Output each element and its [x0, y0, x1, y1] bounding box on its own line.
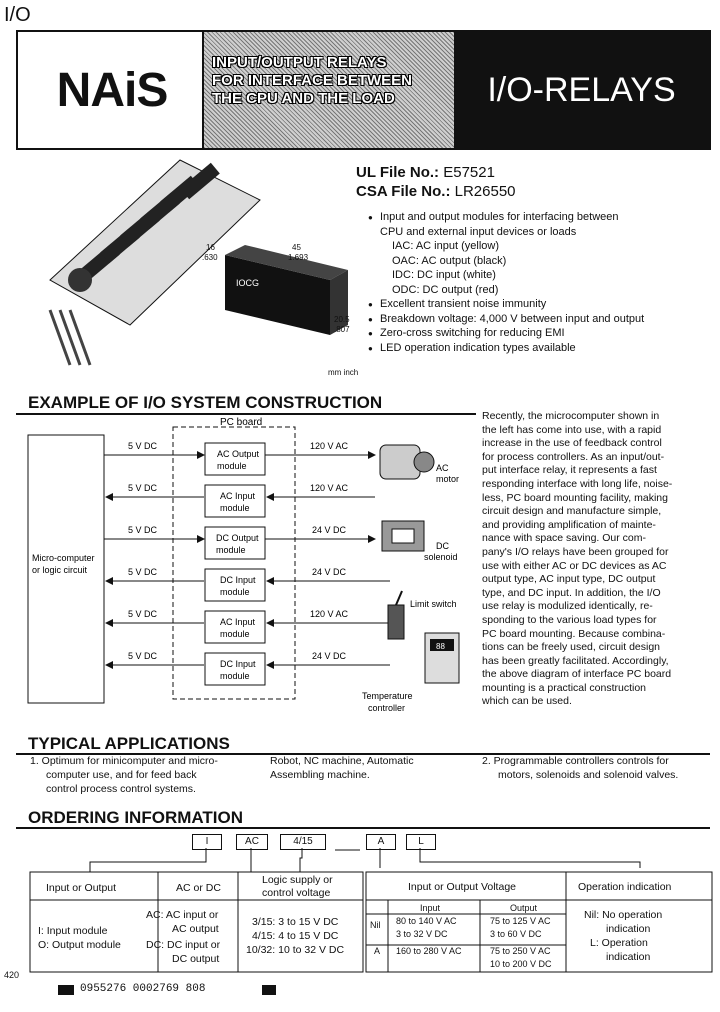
device-label: controller [368, 703, 406, 713]
indication-option: L: Operation [590, 937, 648, 949]
voltage-code: A [374, 946, 381, 956]
low-voltage: 5 V DC [128, 609, 158, 619]
csa-file: CSA File No.: LR26550 [356, 183, 516, 200]
high-voltage: 120 V AC [310, 441, 349, 451]
voltage-code: Nil [370, 920, 381, 930]
high-voltage: 24 V DC [312, 567, 347, 577]
order-code: 4/15 [280, 834, 326, 850]
table-header: AC or DC [176, 882, 221, 894]
banner-line: FOR INTERFACE BETWEEN [212, 72, 413, 89]
limit-switch-illustration [388, 591, 457, 639]
relay-module-illustration [225, 245, 348, 335]
pc-board-label: PC board [220, 417, 263, 428]
feature-item-cont: CPU and external input devices or loads [380, 225, 577, 238]
module-row [106, 651, 390, 685]
output-voltage: 3 to 60 V DC [490, 929, 542, 939]
high-voltage: 24 V DC [312, 651, 347, 661]
page-title: I/O-RELAYS [454, 32, 709, 148]
logic-option: 4/15: 4 to 15 V DC [252, 930, 339, 942]
motor-illustration [380, 445, 459, 484]
controller-display: 88 [436, 642, 445, 651]
order-code: AC [236, 834, 268, 850]
acdc-option: AC: AC input or [146, 909, 219, 921]
voltage-subheader: Input [420, 903, 441, 913]
module-label: DC Output [216, 533, 259, 543]
device-label: Temperature [362, 691, 413, 701]
applications-title: TYPICAL APPLICATIONS [28, 734, 230, 753]
module-label: DC Input [220, 575, 256, 585]
voltage-subheader: Output [510, 903, 538, 913]
micro-label: or logic circuit [32, 565, 88, 575]
module-label: module [220, 629, 250, 639]
module-label: module [220, 587, 250, 597]
ul-file: UL File No.: E57521 [356, 164, 495, 181]
table-header: Operation indication [578, 881, 672, 893]
order-code: L [406, 834, 436, 850]
page-label: I/O [4, 4, 31, 26]
logic-option: 10/32: 10 to 32 V DC [246, 944, 345, 956]
high-voltage: 120 V AC [310, 609, 349, 619]
dim-label: 16 [206, 243, 215, 252]
device-label: Limit switch [410, 599, 457, 609]
module-row [106, 567, 390, 601]
high-voltage: 120 V AC [310, 483, 349, 493]
device-label: DC [436, 541, 449, 551]
module-row [104, 441, 375, 475]
example-paragraph: Recently, the microcomputer shown in the left has come into use, with a rapid increase in the use of feedback control for process controllers. As an input/out- put interface relay, it represents a fast responding interface with long life, noise- less, PC board mounting facility, making circuit design and manufacture simple, and providing amplification of mainte- nance with space saving. Our com- pany's I/O relays have been grouped for use with either AC or DC devices as AC output type, AC input type, DC output type, and DC input. In addition, the I/O use relay is modulized identically, re- sponding to the various load types for PC board mounting. Because combina- tions can be freely used, circuit design has been greatly facilitated. Accordingly, the above diagram of interface PC board mounting is a practical construction which can be used. [482, 410, 673, 708]
module-label: module [220, 671, 250, 681]
page-number: 420 [4, 970, 20, 980]
section-rule [16, 827, 710, 829]
solenoid-illustration [382, 521, 458, 562]
low-voltage: 5 V DC [128, 483, 158, 493]
nais-logo: NAiS [56, 63, 168, 117]
dim-unit: mm inch [328, 368, 359, 377]
type-item: ODC: DC output (red) [392, 283, 499, 296]
ordering-title: ORDERING INFORMATION [28, 808, 244, 827]
input-voltage: 160 to 280 V AC [396, 946, 462, 956]
device-label: solenoid [424, 552, 458, 562]
feature-item: ● Breakdown voltage: 4,000 V between input and output [380, 312, 644, 327]
type-item: IDC: DC input (white) [392, 269, 496, 281]
application-1b: Robot, NC machine, Automatic Assembling machine. [270, 755, 414, 781]
low-voltage: 5 V DC [128, 441, 158, 451]
banner-line: THE CPU AND THE LOAD [212, 90, 395, 107]
example-title: EXAMPLE OF I/O SYSTEM CONSTRUCTION [28, 393, 383, 412]
dim-label: .807 [334, 325, 350, 334]
dim-label: 20.5 [334, 315, 350, 324]
system-diagram [0, 415, 480, 715]
feature-item: ● Input and output modules for interfacing between [380, 210, 644, 225]
module-row [106, 483, 375, 517]
module-label: AC Input [220, 491, 256, 501]
application-1: 1. Optimum for minicomputer and micro- computer use, and for feed back control process control systems. [30, 755, 218, 795]
feature-item: ● LED operation indication types available [380, 341, 644, 356]
table-header: Logic supply or [262, 874, 333, 886]
barcode-text: 0955276 0002769 808 [80, 983, 206, 995]
acdc-option: DC output [172, 953, 220, 965]
output-voltage: 75 to 250 V AC [490, 946, 551, 956]
barcode-mark [262, 985, 276, 995]
low-voltage: 5 V DC [128, 567, 158, 577]
low-voltage: 5 V DC [128, 651, 158, 661]
type-item: OAC: AC output (black) [392, 254, 507, 267]
banner-line: INPUT/OUTPUT RELAYS [212, 54, 387, 71]
module-label: DC Input [220, 659, 256, 669]
dim-label: 1.693 [288, 253, 309, 262]
device-label: AC [436, 463, 449, 473]
order-code: A [366, 834, 396, 850]
indication-option: indication [606, 951, 651, 963]
module-row [104, 525, 375, 559]
svg-text:IOCG: IOCG [236, 278, 260, 288]
logic-option: 3/15: 3 to 15 V DC [252, 916, 339, 928]
input-voltage: 80 to 140 V AC [396, 916, 457, 926]
device-label: motor [436, 474, 460, 484]
low-voltage: 5 V DC [128, 525, 158, 535]
module-label: module [220, 503, 250, 513]
feature-list [380, 210, 644, 355]
acdc-option: AC output [172, 923, 219, 935]
table-header: Input or Output Voltage [408, 881, 516, 893]
table-header: Input or Output [46, 882, 117, 894]
acdc-option: DC: DC input or [146, 939, 221, 951]
module-label: AC Input [220, 617, 256, 627]
indication-option: Nil: No operation [584, 909, 663, 921]
temperature-controller-illustration [362, 633, 459, 713]
feature-item: ● Zero-cross switching for reducing EMI [380, 326, 644, 341]
module-label: module [216, 545, 246, 555]
module-label: module [217, 461, 247, 471]
banner [202, 32, 456, 148]
application-2: 2. Programmable controllers controls for motors, solenoids and solenoid valves. [482, 755, 679, 781]
indication-option: indication [606, 923, 651, 935]
feature-item: ● Excellent transient noise immunity [380, 297, 644, 312]
order-code: I [192, 834, 222, 850]
module-label: AC Output [217, 449, 260, 459]
barcode-mark [58, 985, 74, 995]
micro-label: Micro-computer [32, 553, 95, 563]
dim-label: 45 [292, 243, 301, 252]
output-voltage: 10 to 200 V DC [490, 959, 552, 969]
input-voltage: 3 to 32 V DC [396, 929, 448, 939]
high-voltage: 24 V DC [312, 525, 347, 535]
module-row [106, 609, 390, 643]
io-option: O: Output module [38, 939, 121, 951]
io-option: I: Input module [38, 925, 108, 937]
table-header: control voltage [262, 887, 331, 899]
type-item: IAC: AC input (yellow) [392, 240, 499, 252]
dim-label: .630 [202, 253, 218, 262]
output-voltage: 75 to 125 V AC [490, 916, 551, 926]
product-photo [30, 150, 370, 380]
